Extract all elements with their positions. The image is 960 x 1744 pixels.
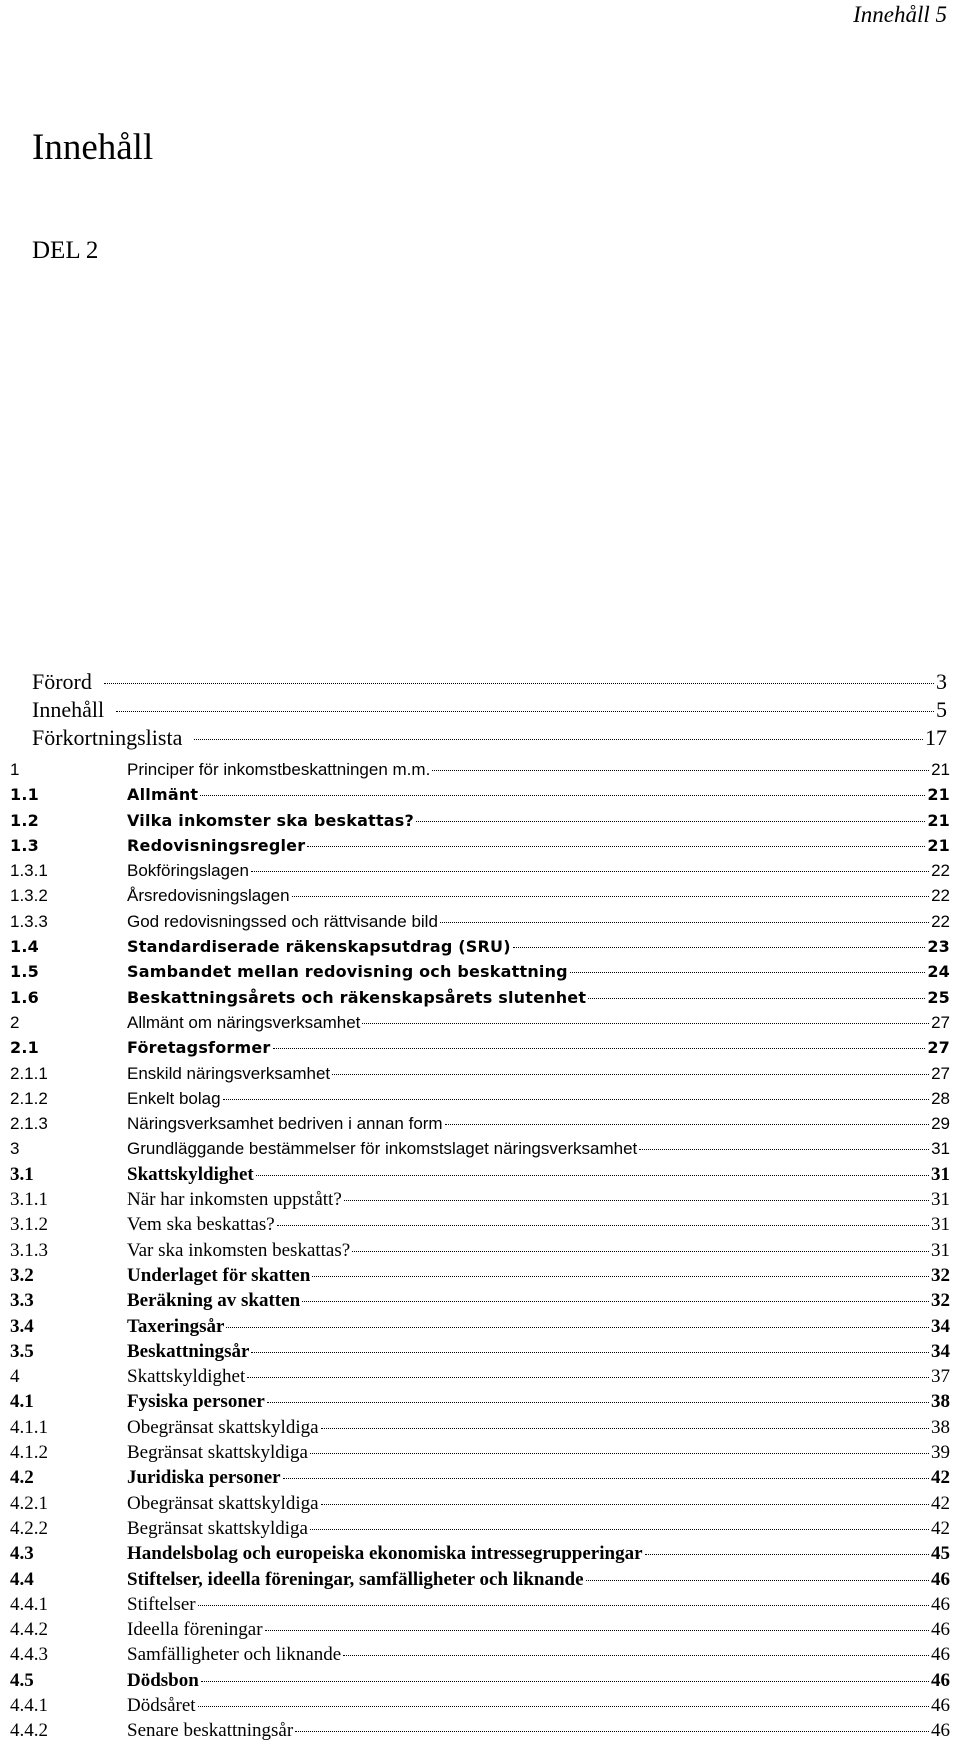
toc-entry-page: 46 xyxy=(931,1593,950,1615)
toc-entry[interactable] xyxy=(0,1035,960,1060)
toc-entry[interactable] xyxy=(0,1491,960,1516)
dot-leader xyxy=(416,821,925,822)
toc-entry-page: 31 xyxy=(931,1214,950,1236)
toc-entry-page: 42 xyxy=(931,1517,950,1539)
toc-entry-page: 24 xyxy=(927,962,950,982)
toc-entry-number: 4.4 xyxy=(10,1568,34,1590)
toc-entry-page: 23 xyxy=(927,937,950,957)
toc-entry-number: 3.1.1 xyxy=(10,1189,48,1211)
dot-leader xyxy=(256,1175,929,1176)
toc-entry-body xyxy=(127,1111,950,1136)
dot-leader xyxy=(307,846,925,847)
toc-entry-number: 4.1.2 xyxy=(10,1442,48,1464)
toc-entry-body xyxy=(127,909,950,934)
dot-leader xyxy=(645,1554,929,1555)
toc-entry-title: Beskattningsårets och räkenskapsårets slutenhet xyxy=(127,987,587,1007)
toc-entry-number: 4.4.2 xyxy=(10,1720,48,1742)
dot-leader xyxy=(198,1706,929,1707)
toc-entry-body xyxy=(127,757,950,782)
toc-entry-body xyxy=(127,1693,950,1718)
toc-entry-page: 46 xyxy=(931,1619,950,1641)
toc-entry-page: 21 xyxy=(927,810,950,830)
toc-entry-page: 42 xyxy=(931,1492,950,1514)
toc-entry-number: 1 xyxy=(10,760,20,779)
toc-entry[interactable] xyxy=(0,1693,960,1718)
toc-entry[interactable] xyxy=(0,985,960,1010)
toc-entry-body xyxy=(127,1364,950,1389)
dot-leader xyxy=(362,1023,929,1024)
toc-entry-page: 22 xyxy=(931,886,950,906)
dot-leader xyxy=(588,998,925,999)
toc-entry-body xyxy=(127,1010,950,1035)
dot-leader xyxy=(343,1655,929,1656)
front-matter-entry[interactable] xyxy=(32,696,947,724)
toc-entry-body xyxy=(127,1718,950,1743)
toc-entry-number: 1.3 xyxy=(10,835,39,855)
toc-entry-page: 46 xyxy=(931,1669,950,1691)
toc-entry-page: 21 xyxy=(927,785,950,805)
toc-entry-number: 2.1.1 xyxy=(10,1063,48,1083)
dot-leader xyxy=(198,1605,929,1606)
toc-entry[interactable] xyxy=(0,1465,960,1490)
toc-entry[interactable] xyxy=(0,782,960,807)
toc-entry-page: 31 xyxy=(931,1139,950,1159)
toc-entry-page: 46 xyxy=(931,1720,950,1742)
toc-entry-body xyxy=(127,1491,950,1516)
front-matter-page: 17 xyxy=(925,725,947,750)
toc-entry-title: Fysiska personer xyxy=(127,1391,265,1413)
front-matter-label: Förord xyxy=(32,669,92,694)
toc-entry-title: Underlaget för skatten xyxy=(127,1264,311,1286)
dot-leader xyxy=(116,711,934,712)
toc-entry-page: 21 xyxy=(927,835,950,855)
toc-entry-number: 4.4.3 xyxy=(10,1644,48,1666)
dot-leader xyxy=(332,1074,929,1075)
toc-entry[interactable] xyxy=(0,858,960,883)
toc-entry[interactable] xyxy=(0,757,960,782)
toc-entry-body xyxy=(127,1415,950,1440)
toc-entry-number: 4 xyxy=(10,1366,20,1388)
toc-entry-title: Enskild näringsverksamhet xyxy=(127,1063,331,1083)
toc-entry[interactable] xyxy=(0,1238,960,1263)
table-of-contents xyxy=(0,757,960,1744)
toc-entry-page: 27 xyxy=(931,1012,950,1032)
toc-entry-page: 31 xyxy=(931,1239,950,1261)
toc-entry-page: 31 xyxy=(931,1189,950,1211)
toc-entry-number: 3 xyxy=(10,1139,20,1159)
front-matter-label: Innehåll xyxy=(32,697,105,722)
toc-entry[interactable] xyxy=(0,1162,960,1187)
toc-entry-page: 37 xyxy=(931,1366,950,1388)
toc-entry-number: 2 xyxy=(10,1012,20,1032)
toc-entry-body xyxy=(127,1288,950,1313)
toc-entry-number: 1.5 xyxy=(10,962,39,982)
toc-entry-body xyxy=(127,1642,950,1667)
running-head: Innehåll 5 xyxy=(853,2,947,27)
dot-leader xyxy=(586,1580,929,1581)
toc-entry-page: 38 xyxy=(931,1391,950,1413)
toc-entry-title: Enkelt bolag xyxy=(127,1088,221,1108)
toc-entry[interactable] xyxy=(0,1592,960,1617)
toc-entry-title: Begränsat skattskyldiga xyxy=(127,1442,308,1464)
toc-entry-title: Bokföringslagen xyxy=(127,861,249,881)
toc-entry-title: Stiftelser, ideella föreningar, samfälligheter och liknande xyxy=(127,1568,584,1590)
toc-entry[interactable] xyxy=(0,1642,960,1667)
toc-entry-number: 4.2.1 xyxy=(10,1492,48,1514)
toc-entry-page: 32 xyxy=(931,1264,950,1286)
toc-entry[interactable] xyxy=(0,1668,960,1693)
toc-entry-body xyxy=(127,1136,950,1161)
toc-entry-number: 3.5 xyxy=(10,1340,34,1362)
toc-entry-number: 1.3.1 xyxy=(10,861,48,881)
dot-leader xyxy=(321,1504,929,1505)
toc-entry-title: Skattskyldighet xyxy=(127,1366,246,1388)
dot-leader xyxy=(432,770,929,771)
dot-leader xyxy=(265,1630,929,1631)
toc-entry-number: 1.3.2 xyxy=(10,886,48,906)
dot-leader xyxy=(267,1402,929,1403)
toc-entry-body xyxy=(127,1668,950,1693)
toc-entry-title: Skattskyldighet xyxy=(127,1163,254,1185)
toc-entry[interactable] xyxy=(0,1339,960,1364)
dot-leader xyxy=(247,1377,929,1378)
toc-entry-body xyxy=(127,858,950,883)
toc-entry-page: 28 xyxy=(931,1088,950,1108)
dot-leader xyxy=(302,1301,929,1302)
dot-leader xyxy=(570,972,925,973)
toc-entry[interactable] xyxy=(0,1010,960,1035)
front-matter-page: 3 xyxy=(936,669,947,694)
dot-leader xyxy=(639,1149,929,1150)
toc-entry-number: 3.2 xyxy=(10,1264,34,1286)
toc-entry-page: 22 xyxy=(931,911,950,931)
toc-entry-title: När har inkomsten uppstått? xyxy=(127,1189,342,1211)
toc-entry-title: Standardiserade räkenskapsutdrag (SRU) xyxy=(127,937,511,957)
toc-entry-body xyxy=(127,1263,950,1288)
toc-entry-title: Företagsformer xyxy=(127,1038,271,1058)
toc-entry-number: 4.1.1 xyxy=(10,1416,48,1438)
toc-entry-number: 4.2.2 xyxy=(10,1517,48,1539)
dot-leader xyxy=(251,1352,929,1353)
toc-entry[interactable] xyxy=(0,1617,960,1642)
toc-entry[interactable] xyxy=(0,1212,960,1237)
toc-entry[interactable] xyxy=(0,1111,960,1136)
toc-entry-title: Allmänt xyxy=(127,785,199,805)
dot-leader xyxy=(344,1200,929,1201)
toc-entry-number: 4.4.1 xyxy=(10,1694,48,1716)
toc-entry-number: 3.3 xyxy=(10,1290,34,1312)
toc-entry[interactable] xyxy=(0,1389,960,1414)
toc-entry-number: 3.1.3 xyxy=(10,1239,48,1261)
toc-entry[interactable] xyxy=(0,808,960,833)
toc-entry-body xyxy=(127,1035,950,1060)
dot-leader xyxy=(226,1327,929,1328)
toc-entry-body xyxy=(127,1086,950,1111)
dot-leader xyxy=(223,1099,930,1100)
toc-entry[interactable] xyxy=(0,1086,960,1111)
toc-entry-body xyxy=(127,1162,950,1187)
dot-leader xyxy=(310,1529,929,1530)
toc-entry-body xyxy=(127,959,950,984)
toc-entry-title: God redovisningssed och rättvisande bild xyxy=(127,911,438,931)
toc-entry-number: 4.2 xyxy=(10,1467,34,1489)
toc-entry[interactable] xyxy=(0,883,960,908)
front-matter-list xyxy=(32,668,947,752)
toc-entry-number: 1.4 xyxy=(10,937,39,957)
toc-entry-title: Principer för inkomstbeskattningen m.m. xyxy=(127,760,431,779)
dot-leader xyxy=(277,1225,929,1226)
toc-entry-number: 3.4 xyxy=(10,1315,34,1337)
toc-entry-body xyxy=(127,1238,950,1263)
dot-leader xyxy=(200,795,925,796)
toc-entry-title: Årsredovisningslagen xyxy=(127,886,290,906)
toc-entry-title: Vem ska beskattas? xyxy=(127,1214,275,1236)
toc-entry-page: 32 xyxy=(931,1290,950,1312)
toc-entry-body xyxy=(127,1061,950,1086)
dot-leader xyxy=(312,1276,929,1277)
toc-entry-title: Beskattningsår xyxy=(127,1340,250,1362)
toc-entry-page: 38 xyxy=(931,1416,950,1438)
toc-entry-page: 27 xyxy=(931,1063,950,1083)
dot-leader xyxy=(295,1731,929,1732)
dot-leader xyxy=(352,1251,929,1252)
toc-entry-page: 31 xyxy=(931,1163,950,1185)
toc-entry-body xyxy=(127,833,950,858)
dot-leader xyxy=(440,922,929,923)
toc-entry-page: 34 xyxy=(931,1340,950,1362)
toc-entry-body xyxy=(127,1567,950,1592)
toc-entry[interactable] xyxy=(0,909,960,934)
toc-entry-number: 2.1 xyxy=(10,1038,39,1058)
toc-entry-page: 45 xyxy=(931,1543,950,1565)
toc-entry[interactable] xyxy=(0,1516,960,1541)
toc-entry-number: 1.1 xyxy=(10,785,39,805)
toc-entry-title: Grundläggande bestämmelser för inkomstslaget näringsverksamhet xyxy=(127,1139,638,1159)
toc-entry-number: 4.4.1 xyxy=(10,1593,48,1615)
toc-entry-body xyxy=(127,1617,950,1642)
toc-entry[interactable] xyxy=(0,1288,960,1313)
toc-entry[interactable] xyxy=(0,1187,960,1212)
toc-entry-title: Samfälligheter och liknande xyxy=(127,1644,342,1666)
toc-entry[interactable] xyxy=(0,1440,960,1465)
toc-entry[interactable] xyxy=(0,1718,960,1743)
toc-entry[interactable] xyxy=(0,1567,960,1592)
toc-entry-title: Redovisningsregler xyxy=(127,835,306,855)
toc-entry-title: Allmänt om näringsverksamhet xyxy=(127,1012,361,1032)
toc-entry-page: 22 xyxy=(931,861,950,881)
toc-entry-number: 1.3.3 xyxy=(10,911,48,931)
toc-entry-body xyxy=(127,883,950,908)
toc-entry-body xyxy=(127,1314,950,1339)
toc-entry[interactable] xyxy=(0,1364,960,1389)
toc-entry-number: 4.4.2 xyxy=(10,1619,48,1641)
part-heading: DEL 2 xyxy=(32,237,99,264)
toc-entry-title: Dödsåret xyxy=(127,1694,196,1716)
toc-entry-title: Beräkning av skatten xyxy=(127,1290,301,1312)
toc-entry-title: Handelsbolag och europeiska ekonomiska intressegrupperingar xyxy=(127,1543,643,1565)
toc-entry-body xyxy=(127,1212,950,1237)
toc-entry-body xyxy=(127,782,950,807)
toc-entry[interactable] xyxy=(0,1415,960,1440)
toc-entry[interactable] xyxy=(0,1263,960,1288)
toc-entry-number: 4.5 xyxy=(10,1669,34,1691)
toc-entry-title: Begränsat skattskyldiga xyxy=(127,1517,308,1539)
toc-entry-number: 1.6 xyxy=(10,987,39,1007)
toc-entry-number: 2.1.2 xyxy=(10,1088,48,1108)
dot-leader xyxy=(283,1478,929,1479)
dot-leader xyxy=(292,896,930,897)
dot-leader xyxy=(321,1428,929,1429)
toc-entry-page: 42 xyxy=(931,1467,950,1489)
toc-entry-title: Näringsverksamhet bedriven i annan form xyxy=(127,1114,443,1134)
toc-entry-page: 29 xyxy=(931,1114,950,1134)
front-matter-label: Förkortningslista xyxy=(32,725,183,750)
toc-entry-title: Obegränsat skattskyldiga xyxy=(127,1492,319,1514)
dot-leader xyxy=(513,947,926,948)
toc-entry-title: Ideella föreningar xyxy=(127,1619,263,1641)
toc-entry-title: Stiftelser xyxy=(127,1593,196,1615)
toc-entry[interactable] xyxy=(0,1314,960,1339)
toc-entry-page: 21 xyxy=(931,760,950,779)
dot-leader xyxy=(251,871,929,872)
front-matter-page: 5 xyxy=(936,697,947,722)
toc-entry-number: 2.1.3 xyxy=(10,1114,48,1134)
toc-entry[interactable] xyxy=(0,833,960,858)
toc-entry-title: Juridiska personer xyxy=(127,1467,281,1489)
toc-entry[interactable] xyxy=(0,1541,960,1566)
toc-entry-number: 3.1.2 xyxy=(10,1214,48,1236)
toc-entry-body xyxy=(127,1339,950,1364)
dot-leader xyxy=(194,739,923,740)
toc-entry-page: 46 xyxy=(931,1644,950,1666)
toc-entry[interactable] xyxy=(0,959,960,984)
toc-entry-body xyxy=(127,985,950,1010)
toc-entry-body xyxy=(127,1187,950,1212)
toc-entry-body xyxy=(127,1592,950,1617)
toc-entry-body xyxy=(127,1389,950,1414)
toc-entry-title: Dödsbon xyxy=(127,1669,199,1691)
toc-entry-number: 4.1 xyxy=(10,1391,34,1413)
toc-entry-page: 46 xyxy=(931,1694,950,1716)
toc-entry-title: Var ska inkomsten beskattas? xyxy=(127,1239,351,1261)
toc-entry-body xyxy=(127,934,950,959)
toc-entry-number: 3.1 xyxy=(10,1163,34,1185)
toc-entry[interactable] xyxy=(0,1136,960,1161)
toc-entry-page: 25 xyxy=(927,987,950,1007)
page-title: Innehåll xyxy=(32,127,154,168)
toc-entry-title: Obegränsat skattskyldiga xyxy=(127,1416,319,1438)
toc-entry-title: Sambandet mellan redovisning och beskattning xyxy=(127,962,568,982)
toc-entry-page: 39 xyxy=(931,1442,950,1464)
toc-entry-title: Vilka inkomster ska beskattas? xyxy=(127,810,415,830)
dot-leader xyxy=(104,683,934,684)
toc-entry-page: 27 xyxy=(927,1038,950,1058)
toc-entry[interactable] xyxy=(0,934,960,959)
dot-leader xyxy=(201,1681,929,1682)
toc-entry-body xyxy=(127,1465,950,1490)
dot-leader xyxy=(445,1124,929,1125)
toc-entry-body xyxy=(127,1440,950,1465)
toc-entry-body xyxy=(127,1516,950,1541)
toc-entry-body xyxy=(127,1541,950,1566)
toc-entry-number: 1.2 xyxy=(10,810,39,830)
dot-leader xyxy=(273,1048,926,1049)
toc-entry-title: Taxeringsår xyxy=(127,1315,225,1337)
toc-entry-number: 4.3 xyxy=(10,1543,34,1565)
toc-entry-page: 34 xyxy=(931,1315,950,1337)
toc-entry-page: 46 xyxy=(931,1568,950,1590)
toc-entry[interactable] xyxy=(0,1061,960,1086)
front-matter-entry[interactable] xyxy=(32,668,947,696)
toc-entry-title: Senare beskattningsår xyxy=(127,1720,294,1742)
toc-entry-body xyxy=(127,808,950,833)
dot-leader xyxy=(310,1453,929,1454)
front-matter-entry[interactable] xyxy=(32,724,947,752)
